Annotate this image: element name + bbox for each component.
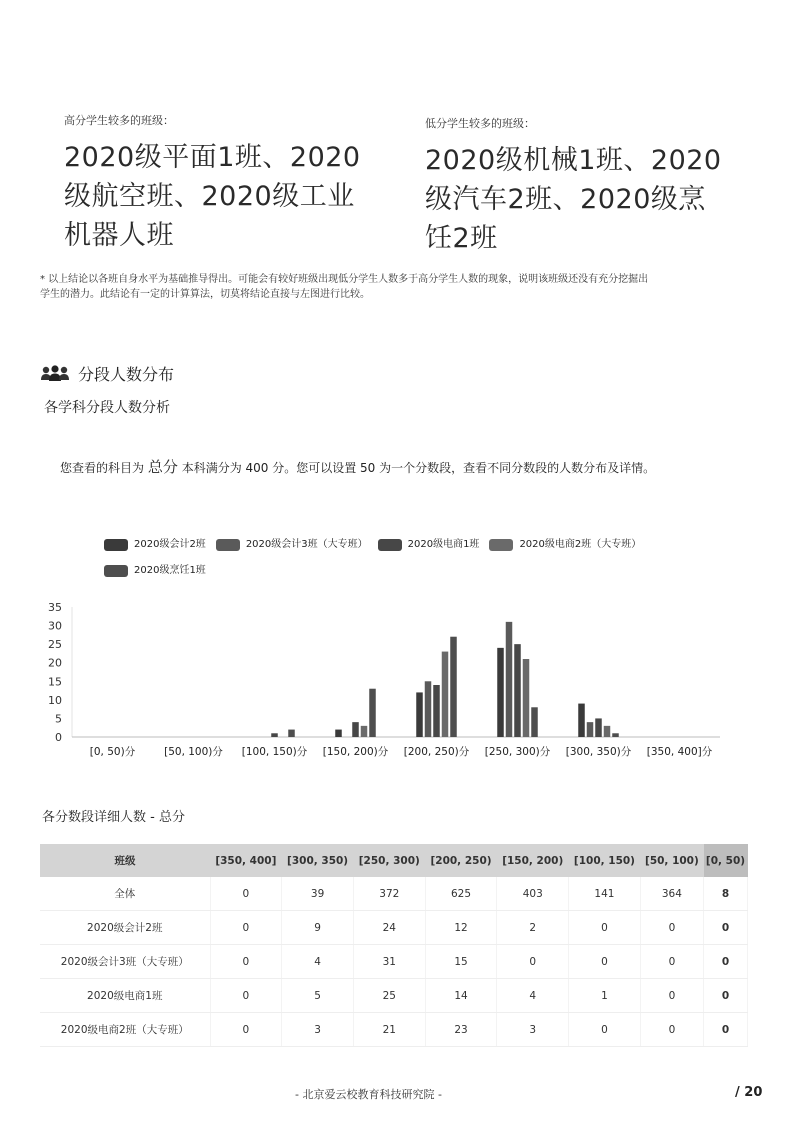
y-tick-label: 20 <box>48 656 62 670</box>
legend-swatch <box>378 539 402 551</box>
count-cell: 24 <box>353 911 425 945</box>
legend-label: 2020级电商1班 <box>407 539 480 550</box>
bar <box>271 733 278 737</box>
legend-item[interactable] <box>489 534 641 556</box>
high-score-classes <box>64 138 404 255</box>
count-cell: 0 <box>569 1013 641 1047</box>
bar <box>604 726 611 737</box>
bar <box>433 685 440 737</box>
class-name-cell: 2020级会计2班 <box>40 911 210 945</box>
bar <box>595 718 602 737</box>
class-name-cell: 2020级电商2班（大专班） <box>40 1013 210 1047</box>
count-cell: 364 <box>640 877 703 911</box>
low-class-line: 2020级机械1班、2020 <box>425 145 722 176</box>
bar <box>361 726 368 737</box>
bar <box>506 622 513 737</box>
table-row <box>40 877 748 911</box>
low-class-line: 饪2班 <box>425 223 498 254</box>
count-cell: 372 <box>353 877 425 911</box>
count-cell: 2 <box>497 911 569 945</box>
x-tick-label: [0, 50)分 <box>89 746 136 758</box>
detail-table <box>40 844 748 1047</box>
count-cell: 0 <box>640 979 703 1013</box>
bar <box>416 692 423 737</box>
bar <box>352 722 359 737</box>
x-tick-label: [200, 250)分 <box>403 746 470 758</box>
count-cell: 39 <box>282 877 354 911</box>
section-title: 分段人数分布 <box>78 365 175 384</box>
legend-item[interactable] <box>104 560 206 582</box>
info-detail: 本科满分为 400 分。您可以设置 50 为一个分数段，查看不同分数段的人数分布及详情。 <box>181 461 656 475</box>
table-row <box>40 1013 748 1047</box>
low-score-classes <box>425 141 765 258</box>
header-range: [100, 150) <box>569 844 641 877</box>
legend-swatch <box>104 565 128 577</box>
section-heading <box>40 362 174 385</box>
legend-label: 2020级烹饪1班 <box>134 565 206 576</box>
legend-label: 2020级电商2班（大专班） <box>519 539 642 550</box>
header-range: [50, 100) <box>640 844 703 877</box>
count-cell: 15 <box>425 945 497 979</box>
table-title: 各分数段详细人数 - 总分 <box>42 810 185 825</box>
count-cell: 0 <box>210 877 282 911</box>
class-name-cell: 2020级电商1班 <box>40 979 210 1013</box>
legend-swatch <box>216 539 240 551</box>
bar <box>523 659 530 737</box>
low-class-line: 级汽车2班、2020级烹 <box>425 184 706 215</box>
x-tick-label: [50, 100)分 <box>164 746 223 758</box>
high-score-label: 高分学生较多的班级： <box>64 114 174 127</box>
high-class-line: 2020级平面1班、2020 <box>64 142 361 173</box>
y-tick-label: 30 <box>48 619 62 633</box>
legend-label: 2020级会计3班（大专班） <box>245 539 368 550</box>
high-class-line: 级航空班、2020级工业 <box>64 181 355 212</box>
info-prefix: 您查看的科目为 <box>60 461 145 475</box>
info-text <box>60 456 740 477</box>
page-number: / 20 <box>735 1085 763 1100</box>
count-cell: 0 <box>210 911 282 945</box>
count-cell: 31 <box>353 945 425 979</box>
bar <box>425 681 432 737</box>
header-range: [350, 400] <box>210 844 282 877</box>
count-cell: 0 <box>569 911 641 945</box>
high-class-line: 机器人班 <box>64 220 174 251</box>
bar <box>497 648 504 737</box>
bar <box>578 704 585 737</box>
bar <box>587 722 594 737</box>
count-cell: 403 <box>497 877 569 911</box>
footer-org: - 北京爱云校教育科技研究院 - <box>295 1088 442 1101</box>
header-range: [0, 50) <box>704 844 748 877</box>
y-tick-label: 35 <box>48 601 62 614</box>
count-cell: 8 <box>704 877 748 911</box>
legend-item[interactable] <box>378 534 480 556</box>
header-class: 班级 <box>40 844 210 877</box>
count-cell: 0 <box>210 945 282 979</box>
bar <box>335 730 342 737</box>
header-range: [300, 350) <box>282 844 354 877</box>
y-tick-label: 0 <box>55 731 62 744</box>
count-cell: 3 <box>497 1013 569 1047</box>
count-cell: 0 <box>640 1013 703 1047</box>
count-cell: 4 <box>282 945 354 979</box>
low-score-label: 低分学生较多的班级： <box>425 117 535 130</box>
bar <box>369 689 376 737</box>
header-range: [200, 250) <box>425 844 497 877</box>
count-cell: 1 <box>569 979 641 1013</box>
count-cell: 0 <box>210 1013 282 1047</box>
bar <box>288 730 295 737</box>
x-tick-label: [150, 200)分 <box>322 746 389 758</box>
footnote-line: 学生的潜力。此结论有一定的计算算法，切莫将结论直接与左图进行比较。 <box>40 289 370 300</box>
count-cell: 3 <box>282 1013 354 1047</box>
count-cell: 625 <box>425 877 497 911</box>
x-tick-label: [350, 400]分 <box>646 746 713 758</box>
bar <box>514 644 521 737</box>
table-row <box>40 979 748 1013</box>
y-tick-label: 25 <box>48 638 62 652</box>
legend-swatch <box>104 539 128 551</box>
count-cell: 0 <box>640 945 703 979</box>
count-cell: 0 <box>640 911 703 945</box>
users-icon <box>40 365 70 383</box>
table-row <box>40 945 748 979</box>
count-cell: 0 <box>569 945 641 979</box>
footnote-line: * 以上结论以各班自身水平为基础推导得出。可能会有较好班级出现低分学生人数多于高分学生人数的现象，说明该班级还没有充分挖掘出 <box>40 274 649 285</box>
count-cell: 0 <box>497 945 569 979</box>
count-cell: 0 <box>704 979 748 1013</box>
class-name-cell: 2020级会计3班（大专班） <box>40 945 210 979</box>
table-row <box>40 911 748 945</box>
footnote <box>40 272 780 302</box>
header-range: [150, 200) <box>497 844 569 877</box>
info-subject: 总分 <box>147 458 178 476</box>
count-cell: 0 <box>704 911 748 945</box>
count-cell: 4 <box>497 979 569 1013</box>
bar-chart <box>30 595 730 770</box>
count-cell: 25 <box>353 979 425 1013</box>
x-tick-label: [300, 350)分 <box>565 746 632 758</box>
y-tick-label: 10 <box>48 693 62 707</box>
count-cell: 0 <box>704 1013 748 1047</box>
class-name-cell: 全体 <box>40 877 210 911</box>
x-tick-label: [250, 300)分 <box>484 746 551 758</box>
count-cell: 21 <box>353 1013 425 1047</box>
bar <box>442 652 449 737</box>
chart-legend <box>104 534 704 586</box>
bar <box>612 733 619 737</box>
table-header-row <box>40 844 748 877</box>
count-cell: 12 <box>425 911 497 945</box>
count-cell: 14 <box>425 979 497 1013</box>
header-range: [250, 300) <box>353 844 425 877</box>
count-cell: 23 <box>425 1013 497 1047</box>
count-cell: 0 <box>210 979 282 1013</box>
section-subtitle: 各学科分段人数分析 <box>44 400 170 416</box>
count-cell: 5 <box>282 979 354 1013</box>
legend-label: 2020级会计2班 <box>134 539 206 550</box>
legend-swatch <box>489 539 513 551</box>
bar <box>531 707 538 737</box>
legend-item[interactable] <box>216 534 368 556</box>
y-tick-label: 5 <box>55 712 62 726</box>
count-cell: 141 <box>569 877 641 911</box>
y-tick-label: 15 <box>48 675 62 689</box>
count-cell: 0 <box>704 945 748 979</box>
bar <box>450 637 457 737</box>
count-cell: 9 <box>282 911 354 945</box>
legend-item[interactable] <box>104 534 206 556</box>
x-tick-label: [100, 150)分 <box>241 746 308 758</box>
